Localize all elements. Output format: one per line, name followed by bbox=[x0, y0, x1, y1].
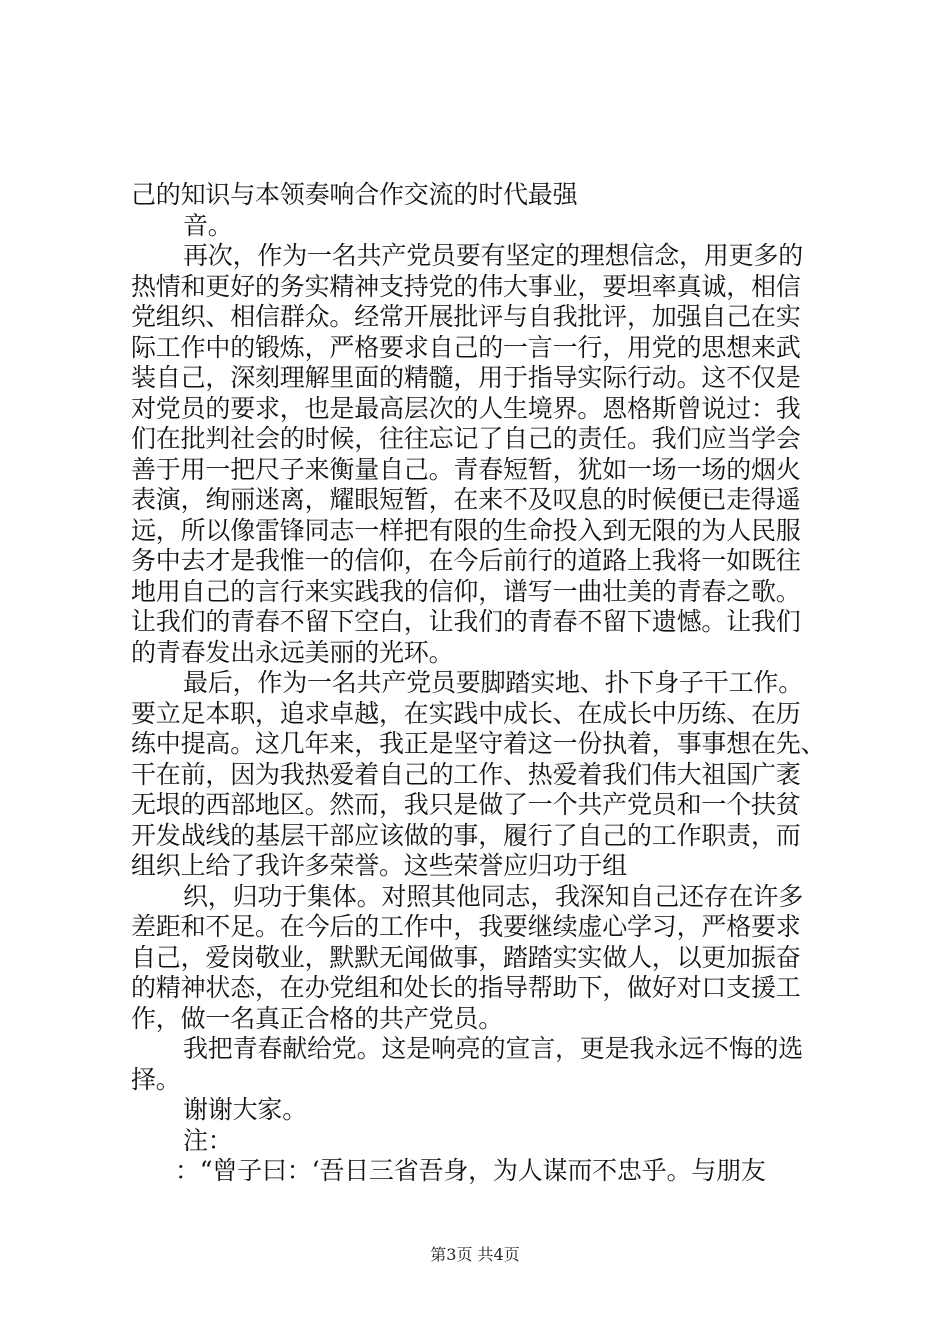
document-body bbox=[131, 180, 831, 1187]
text-line: 装自己，深刻理解里面的精髓，用于指导实际行动。这不仅是 bbox=[131, 363, 801, 392]
paragraph-start-line: 再次，作为一名共产党员要有坚定的理想信念，用更多的 bbox=[183, 241, 804, 270]
text-line: 对党员的要求，也是最高层次的人生境界。恩格斯曾说过：我 bbox=[131, 393, 801, 423]
text-line: 党组织、相信群众。经常开展批评与自我批评，加强自己在实 bbox=[131, 302, 801, 331]
text-line: 择。 bbox=[131, 1064, 181, 1094]
text-line: 差距和不足。在今后的工作中，我要继续虚心学习，严格要求 bbox=[131, 912, 801, 941]
text-line: 干在前，因为我热爱着自己的工作、热爱着我们伟大祖国广袤 bbox=[131, 759, 801, 789]
text-line: 要立足本职，追求卓越，在实践中成长、在成长中历练、在历 bbox=[131, 698, 801, 728]
paragraph-start-line: 我把青春献给党。这是响亮的宣言，更是我永远不悔的选 bbox=[183, 1034, 804, 1063]
text-line: 自己，爱岗敬业，默默无闻做事，踏踏实实做人，以更加振奋 bbox=[131, 942, 801, 972]
text-line: 己的知识与本领奏响合作交流的时代最强 bbox=[131, 180, 578, 209]
page-number-footer: 第3页 共4页 bbox=[430, 1245, 520, 1264]
text-line: 组织上给了我许多荣誉。这些荣誉应归功于组 bbox=[131, 851, 628, 880]
note-text-line: ：“曾子曰：‘吾日三省吾身，为人谋而不忠乎。与朋友 bbox=[175, 1156, 766, 1185]
text-line: 开发战线的基层干部应该做的事，履行了自己的工作职责，而 bbox=[131, 820, 801, 850]
text-line: 地用自己的言行来实践我的信仰，谱写一曲壮美的青春之歌。 bbox=[131, 576, 801, 606]
text-line: 练中提高。这几年来，我正是坚守着这一份执着，事事想在先、 bbox=[131, 729, 826, 758]
text-line: 务中去才是我惟一的信仰，在今后前行的道路上我将一如既往 bbox=[131, 546, 801, 575]
text-line: 让我们的青春不留下空白，让我们的青春不留下遗憾。让我们 bbox=[131, 607, 801, 636]
paragraph-start-line: 织，归功于集体。对照其他同志，我深知自己还存在许多 bbox=[183, 881, 804, 911]
text-line: 无垠的西部地区。然而，我只是做了一个共产党员和一个扶贫 bbox=[131, 790, 801, 819]
text-line: 表演，绚丽迷离，耀眼短暂，在来不及叹息的时候便已走得遥 bbox=[131, 485, 801, 514]
note-heading: 注： bbox=[183, 1125, 233, 1155]
text-line: 音。 bbox=[183, 210, 233, 240]
paragraph-start-line: 最后，作为一名共产党员要脚踏实地、扑下身子干工作。 bbox=[183, 668, 804, 697]
text-line: 作，做一名真正合格的共产党员。 bbox=[131, 1003, 504, 1033]
text-line: 际工作中的锻炼，严格要求自己的一言一行，用党的思想来武 bbox=[131, 332, 801, 362]
text-line: 热情和更好的务实精神支持党的伟大事业，要坦率真诚，相信 bbox=[131, 271, 801, 301]
text-line: 善于用一把尺子来衡量自己。青春短暂，犹如一场一场的烟火 bbox=[131, 454, 801, 484]
closing-line: 谢谢大家。 bbox=[183, 1095, 308, 1124]
text-line: 远，所以像雷锋同志一样把有限的生命投入到无限的为人民服 bbox=[131, 515, 801, 545]
text-line: 的青春发出永远美丽的光环。 bbox=[131, 637, 454, 667]
text-line: 们在批判社会的时候，往往忘记了自己的责任。我们应当学会 bbox=[131, 424, 801, 453]
text-line: 的精神状态，在办党组和处长的指导帮助下，做好对口支援工 bbox=[131, 973, 801, 1002]
